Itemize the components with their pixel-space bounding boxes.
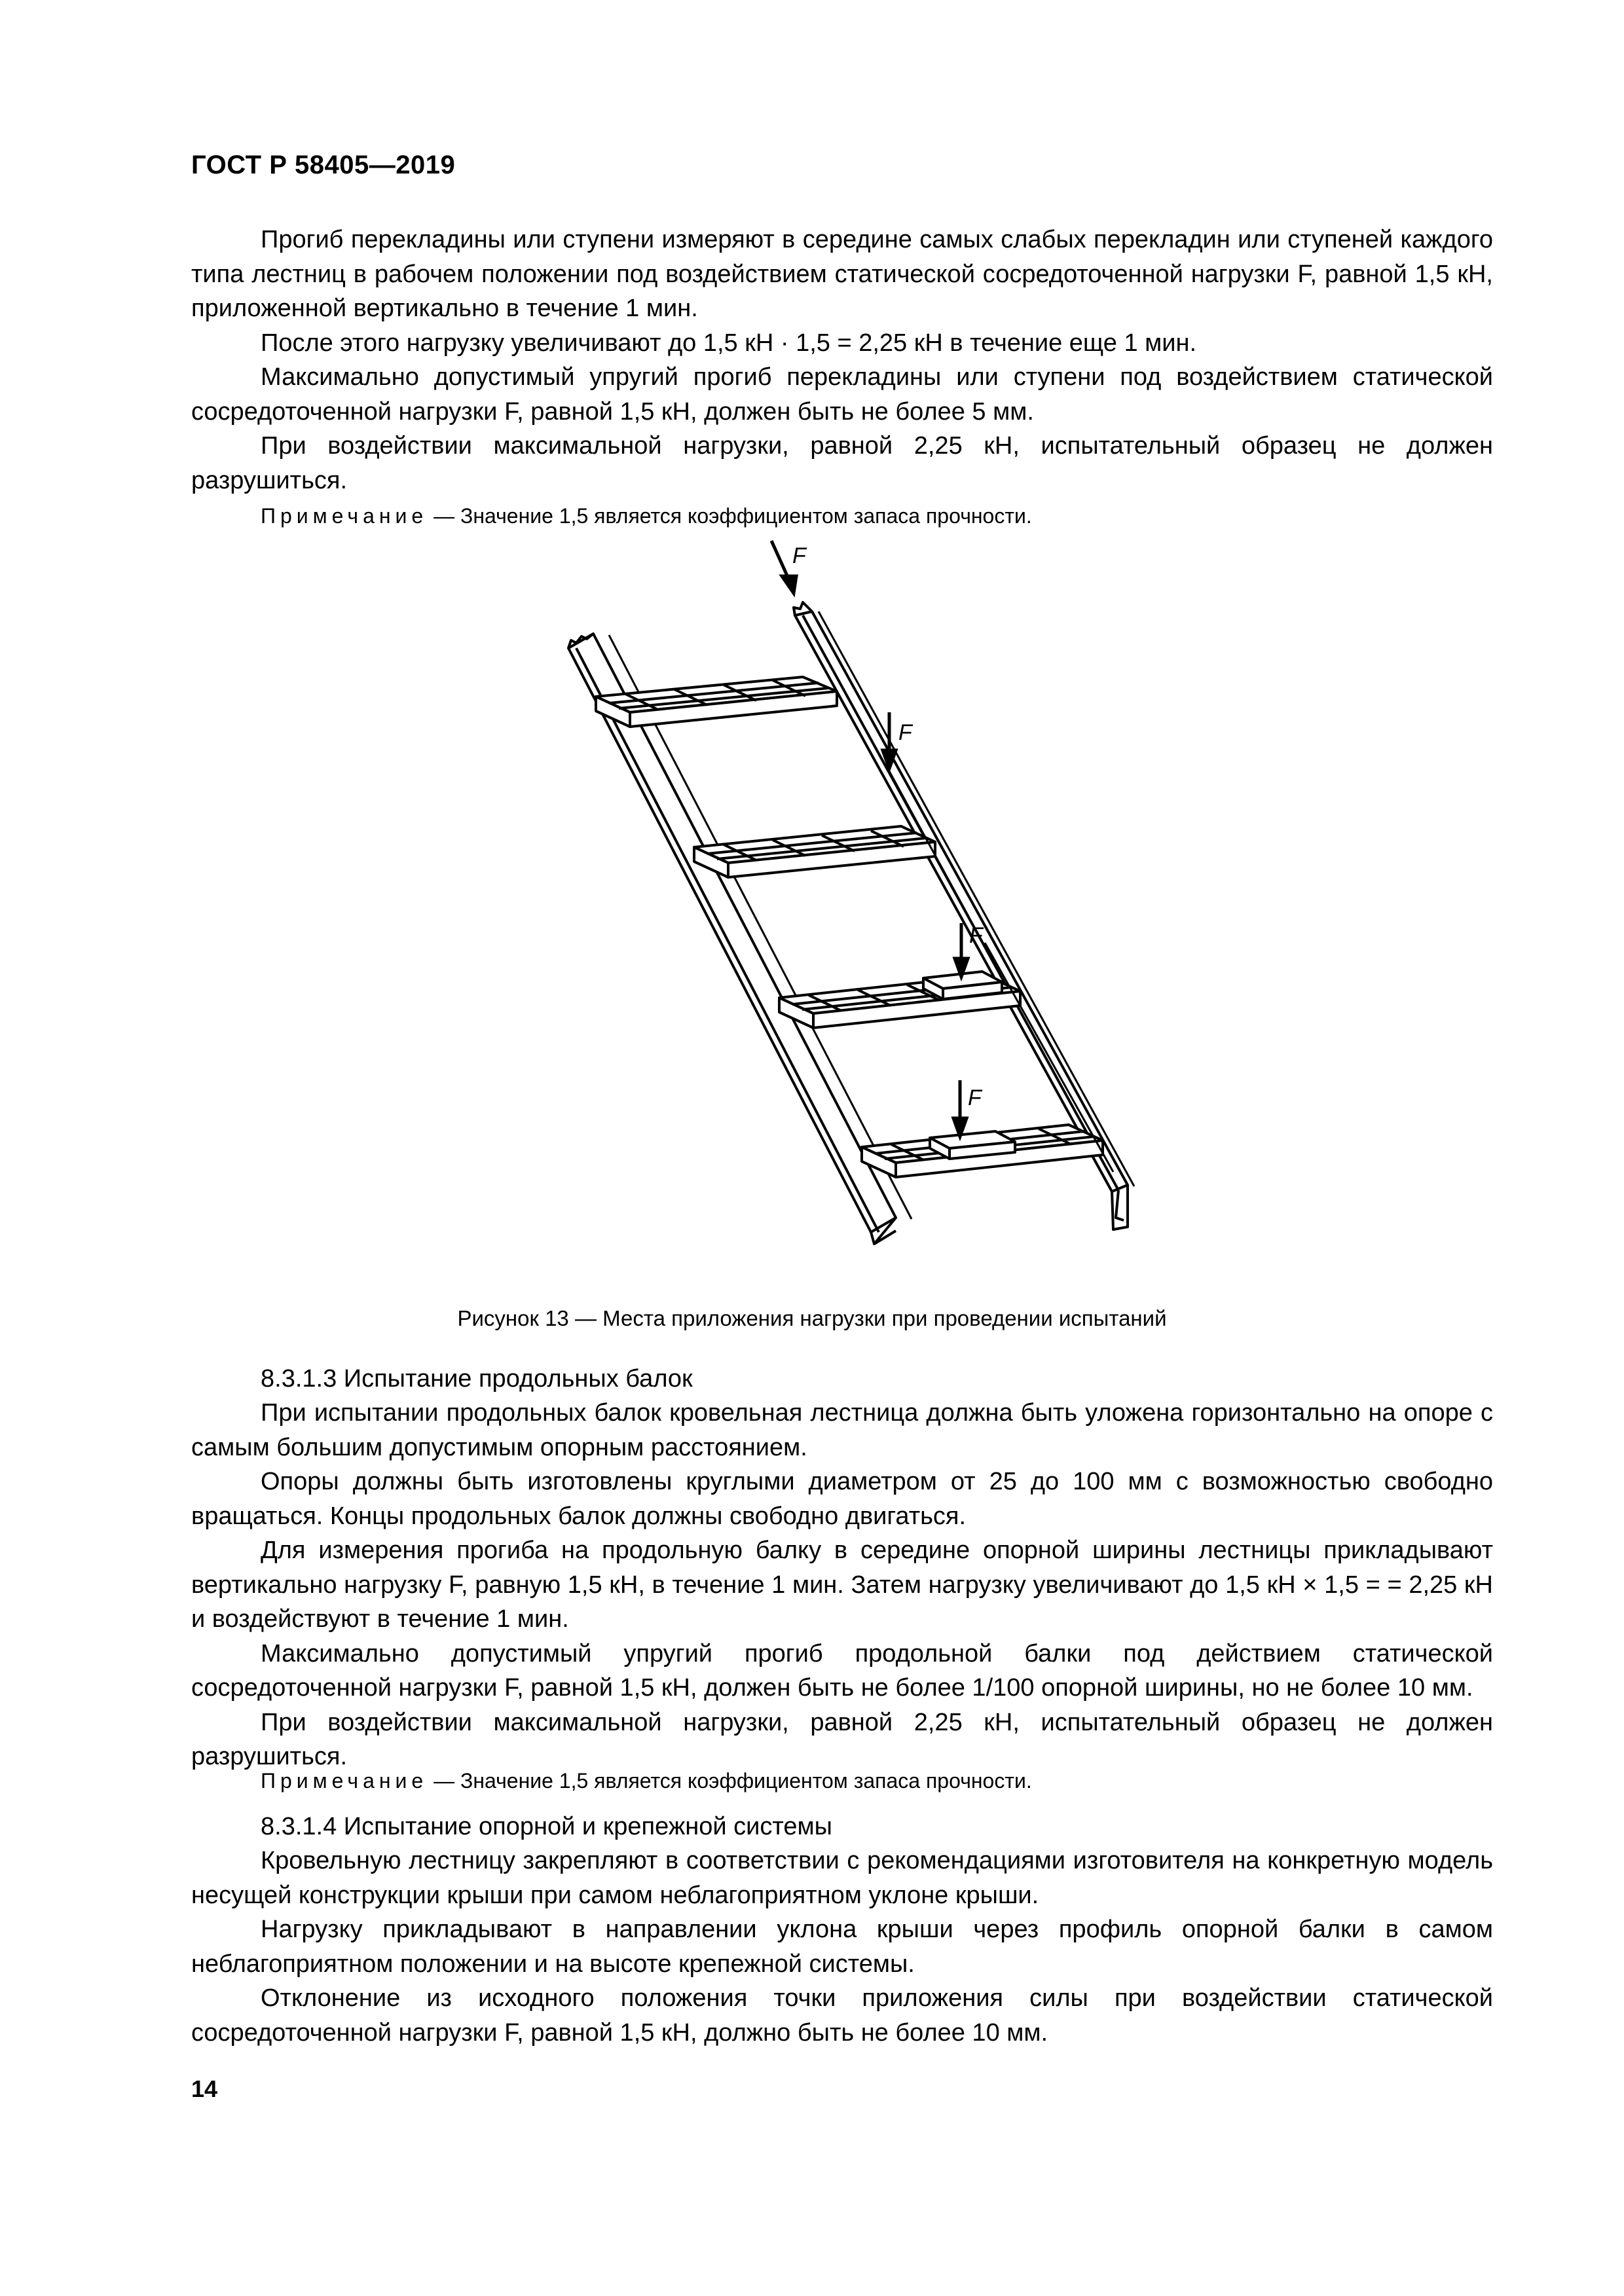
paragraph: После этого нагрузку увеличивают до 1,5 кН · 1,5 = 2,25 кН в течение еще 1 мин. [261,329,1197,357]
paragraph: Максимально допустимый упругий прогиб продольной балки под действием статической сосредоточенной нагрузки F, равной 1,5 кН, должен быть не более 1/100 опорной ширины, но не более 10 мм. [191,1639,1493,1702]
paragraph: При воздействии максимальной нагрузки, равной 2,25 кН, испытательный образец не должен разрушиться. [191,432,1493,494]
note-2 [261,1766,1032,1795]
force-label: F [898,720,912,745]
page-number: 14 [191,2075,218,2102]
note-text: — Значение 1,5 является коэффициентом запаса прочности. [428,1769,1032,1793]
section-8313-text [191,1396,1493,1774]
document-id-header: ГОСТ Р 58405—2019 [191,151,456,179]
note-text: — Значение 1,5 является коэффициентом запаса прочности. [428,504,1032,528]
paragraph: Максимально допустимый упругий прогиб перекладины или ступени под воздействием статической сосредоточенной нагрузки F, равной 1,5 кН, должен быть не более 5 мм. [191,363,1493,426]
paragraph: Опоры должны быть изготовлены круглыми диаметром от 25 до 100 мм с возможностью свободно вращаться. Концы продольных балок должны свободно двигаться. [191,1468,1493,1530]
rung-3 [779,972,1020,1028]
force-arrow-right-stringer [883,712,896,769]
force-label: F [792,543,806,568]
force-label: F [968,1085,982,1110]
paragraph: Отклонение из исходного положения точки приложения силы при воздействии статической сосредоточенной нагрузки F, равной 1,5 кН, должно быть не более 10 мм. [191,1984,1493,2047]
force-arrow-rung-4 [953,1080,967,1137]
paragraph: Кровельную лестницу закрепляют в соответствии с рекомендациями изготовителя на конкретную модель несущей конструкции крыши при самом неблагоприятном уклоне крыши. [191,1847,1493,1909]
rung-4 [862,1125,1103,1177]
section-heading-8313: 8.3.1.3 Испытание продольных балок [261,1365,693,1393]
figure-caption: Рисунок 13 — Места приложения нагрузки при проведении испытаний [457,1306,1167,1330]
force-label: F [969,923,983,948]
paragraph: Прогиб перекладины или ступени измеряют в середине самых слабых перекладин или ступеней каждого типа лестниц в рабочем положении под воздействием статической сосредоточенной нагрузки F, равной 1,5 кН, приложенной вертикально в течение 1 мин. [191,226,1493,322]
rung-1 [596,677,837,727]
note-label: Примечание [261,1769,428,1793]
section-heading-8314: 8.3.1.4 Испытание опорной и крепежной системы [261,1813,832,1840]
force-arrow-rung-3 [955,923,968,977]
paragraph: Для измерения прогиба на продольную балку в середине опорной ширины лестницы прикладывают вертикально нагрузку F, равную 1,5 кН, в течение 1 мин. Затем нагрузку увеличивают до 1,5 кН × 1,5 = = 2,25 кН и воздействуют в течение 1 мин. [191,1537,1493,1633]
section-8314-text [191,1844,1493,2050]
rung-2 [694,826,935,877]
note-label: Примечание [261,504,428,528]
paragraph: Нагрузку прикладывают в направлении уклона крыши через профиль опорной балки в самом неблагоприятном положении и на высоте крепежной системы. [191,1916,1493,1978]
paragraph: При испытании продольных балок кровельная лестница должна быть уложена горизонтально на опоре с самым большим допустимым опорным расстоянием. [191,1399,1493,1461]
paragraph: При воздействии максимальной нагрузки, равной 2,25 кН, испытательный образец не должен разрушиться. [191,1708,1493,1770]
